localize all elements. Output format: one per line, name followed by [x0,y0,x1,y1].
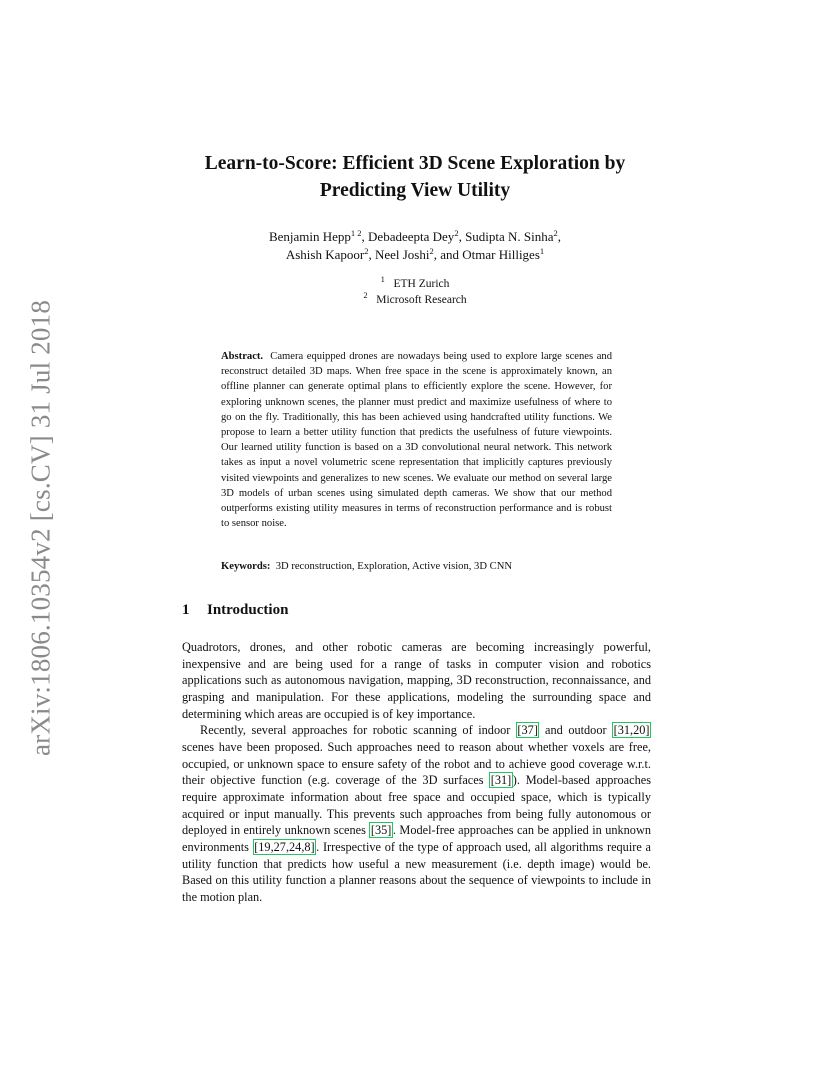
author-separator: , [458,229,466,244]
author-name: Neel Joshi [374,247,430,262]
paper-title-line-2: Predicting View Utility [319,180,511,201]
affiliation [170,276,660,292]
author-affiliation-mark: 1 [539,246,545,256]
abstract-text: Camera equipped drones are nowadays being used to explore large scenes and reconstruct detailed 3D maps. When free space in the scene is approximately known, an offline planner can generate optimal plans to efficiently explore the scene. However, for exploring unknown scenes, the planner must predict and maximize usefulness of where to go on the fly. Traditionally, this has been achieved using handcrafted utility functions. We propose to learn a better utility function that predicts the usefulness of future viewpoints. Our learned utility function is based on a 3D convolutional neural network. This network takes as input a novel volumetric scene representation that implicitly captures previously visited viewpoints and generalizes to new scenes. We evaluate our method on several large 3D models of urban scenes using simulated depth cameras. We show that our method outperforms existing utility measures in terms of reconstruction performance and is robust to sensor noise. [221,351,612,530]
keywords-label: Keywords: [221,561,271,572]
affiliation-list [170,276,660,308]
section-title: Introduction [207,602,289,618]
introduction-body [182,639,651,906]
author-name: Ashish Kapoor [285,247,365,262]
paragraph-text: scenes have been proposed. Such approaches need to reason about whether voxels are free, occupied, or unknown space to ensure safety of the robot and to achieve good coverage w.r.t. their objective function (e.g. coverage of the 3D surfaces [182,739,651,788]
author-affiliation-mark: 1 2 [350,228,362,238]
author-affiliation-mark: 2 [454,228,459,238]
author-list [170,228,660,264]
paragraph-text: Recently, several approaches for robotic scanning of indoor [200,723,516,738]
paper-title [170,150,660,204]
author-separator: , [368,247,375,262]
author-separator: , and [433,247,463,262]
affiliation-name: ETH Zurich [393,278,450,290]
arxiv-identifier-stamp [26,298,56,758]
section-number: 1 [182,602,190,618]
paragraph-text: ). Model-based approaches require approximate information about free space and occupied space, which is typically acquired or input manually. This prevents such approaches from being fully autonomous or deployed in entirely unknown scenes [182,773,651,838]
abstract [221,349,612,531]
paper-title-line-1: Learn-to-Score: Efficient 3D Scene Exploration by [204,153,626,174]
author-separator: , [361,229,369,244]
abstract-label: Abstract. [221,351,264,362]
section-heading [182,602,288,619]
paragraph-text: and outdoor [539,723,613,738]
keywords-text: 3D reconstruction, Exploration, Active vision, 3D CNN [275,561,512,572]
paragraph: Quadrotors, drones, and other robotic cameras are becoming increasingly powerful, inexpensive and are being used for a range of tasks in computer vision and robotics applications such as autonomous navigation, mapping, 3D reconstruction, reconnaissance, and grasping and manipulation. For these applications, modeling the surrounding space and determining which areas are occupied is of key importance. [182,640,651,721]
affiliation-mark: 1 [380,274,385,284]
paragraph [182,722,651,905]
author-name: Debadeepta Dey [368,229,455,244]
author-line-2 [170,246,660,264]
arxiv-identifier-text: arXiv:1806.10354v2 [cs.CV] 31 Jul 2018 [25,299,56,757]
affiliation-name: Microsoft Research [376,294,467,306]
paragraph-text: . Irrespective of the type of approach used, all algorithms require a utility function that predicts how useful a new measurement (i.e. depth image) would be. Based on this utility function a planner reasons about the sequence of viewpoints to include in the motion plan. [182,839,651,904]
author-separator: , [557,229,562,244]
citation-link[interactable]: [37] [517,723,538,738]
author-affiliation-mark: 2 [364,246,369,256]
author-line-1 [170,228,660,246]
affiliation-mark: 2 [363,290,368,300]
citation-link[interactable]: [19,27,24,8] [254,839,315,854]
citation-link[interactable]: [31,20] [613,723,650,738]
citation-link[interactable]: [31] [490,773,512,788]
author-name: Benjamin Hepp [268,229,351,244]
keywords [221,559,612,574]
author-name: Sudipta N. Sinha [465,229,554,244]
citation-link[interactable]: [35] [370,823,392,838]
author-affiliation-mark: 2 [553,228,558,238]
affiliation [170,292,660,308]
author-affiliation-mark: 2 [429,246,434,256]
author-name: Otmar Hilliges [462,247,540,262]
paragraph-text: . Model-free approaches can be applied in unknown environments [182,823,651,854]
